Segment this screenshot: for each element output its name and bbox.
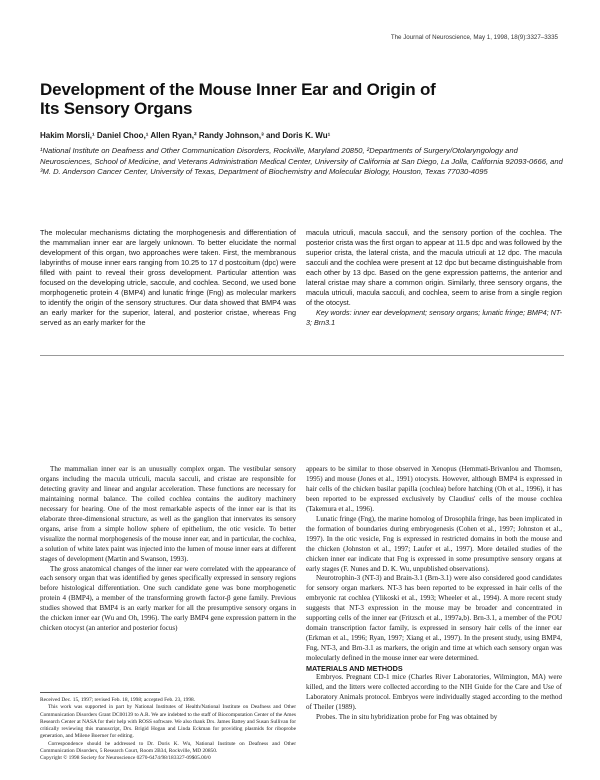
- abstract-paragraph-1: The molecular mechanisms dictating the morphogenesis and differentiation of the mammalian inner ear are largely unknown. To better elucidate the normal development of this organ, two approaches were taken. First, the membranous labyrinths of mouse inner ears ranging from 10.25 to 17 d postcoitum (dpc) were filled with paint to reveal their gross development. Particular attention was focused on the developing utricle, saccule, and cochlea. Second, we used bone morphogenetic protein 4 (BMP4) and lunatic fringe (Fng) as molecular markers to identify the origin of the sensory structures. Our data showed that BMP4 was an early marker for the superior, lateral, and posterior cristae, whereas Fng served as an early marker for the: [40, 228, 296, 328]
- author-list: Hakim Morsli,¹ Daniel Choo,¹ Allen Ryan,² Randy Johnson,³ and Doris K. Wu¹: [40, 131, 331, 140]
- intro-paragraph-1: The mammalian inner ear is an unusually complex organ. The vestibular sensory organs including the macula utriculi, macula sacculi, and cristae are responsible for detecting gravity and linear and angular acceleration. These functions are necessary for maintaining normal balance. The coiled cochlea contains the auditory machinery necessary for hearing. One of the most remarkable aspects of the inner ear is that its elaborate three-dimensional structure, as well as the ganglion that innervates its sensory organs, arise from a simple hollow sphere of epithelium, the otic vesicle. To better visualize the normal morphogenesis of the mouse inner ear, and in particular, the cochlea, a solution of white latex paint was injected into the lumen of mouse inner ears at different stages of development (Martin and Swanson, 1993).: [40, 465, 296, 563]
- intro-paragraph-3: appears to be similar to those observed in Xenopus (Hemmati-Brivanlou and Thomsen, 1995) and mouse (Jones et al., 1991) otocysts. However, although BMP4 is expressed in hair cells of the chicken basilar papilla (cochlea) before hatching (Oh et al., 1996), it has been reported to be expressed exclusively by Claudius' cells of the mouse cochlea (Takemura et al., 1996).: [306, 465, 562, 513]
- methods-paragraph-1: Embryos. Pregnant CD-1 mice (Charles River Laboratories, Wilmington, MA) were killed, and the litters were collected according to the NIH Guide for the Care and Use of Laboratory Animals protocol. Embryos were individually staged according to the method of Theiler (1989).: [306, 673, 562, 711]
- keywords-text: inner ear development; sensory organs; lunatic fringe; BMP4; NT-3; Brn3.1: [306, 308, 562, 328]
- methods-paragraph-2: Probes. The in situ hybridization probe for Fng was obtained by: [316, 712, 498, 721]
- abstract-divider: [40, 355, 564, 356]
- intro-paragraph-4: Lunatic fringe (Fng), the marine homolog of Drosophila fringe, has been implicated in the formation of boundaries during embryogenesis (Cohen et al., 1997; Johnston et al., 1997). In the otic vesicle, Fng is expressed in restricted domains in both the mouse and the chicken (Johnston et al., 1997; Laufer et al., 1997). More detailed studies of the chicken inner ear indicate that Fng is expressed in some presumptive sensory organs at early stages (F. Nunes and D. K. Wu, unpublished observations).: [306, 514, 562, 573]
- body-right-column: [306, 465, 562, 723]
- footnote-divider: [40, 692, 160, 693]
- abstract-paragraph-2: macula utriculi, macula sacculi, and the sensory portion of the cochlea. The posterior crista was the first organ to appear at 11.5 dpc and was followed by the superior crista, the lateral crista, and the macula utriculi at 12 dpc. The macula sacculi and the cochlea were present at 12 dpc but became distinguishable from each other by 13 dpc. Based on the gene expression patterns, the anterior and lateral cristae may share a common origin. Similarly, three sensory organs, the macula utriculi, macula sacculi, and cochlea, seem to arise from a single region of the otocyst.: [306, 228, 562, 308]
- footnote-support: This work was supported in part by National Institutes of Health/National Institute on Deafness and Other Communication Disorders Grant DC00139 to A.R. We are indebted to the staff of Biocomputation Center of the Ames Research Center at NASA for their help with ROSS software. We also thank Drs. James Battey and Susan Sullivan for critically reviewing this manuscript, Drs. Brigid Hogan and Linda Eckman for providing plasmids for riboprobe generation, and Milene Boerner for editing.: [40, 704, 296, 740]
- footnote-correspondence: Correspondence should be addressed to Dr. Doris K. Wu, National Institute on Deafness and Other Communication Disorders, 5 Research Court, Room 2B34, Rockville, MD 20850.: [40, 740, 296, 755]
- title-line-1: Development of the Mouse Inner Ear and Origin of: [40, 80, 436, 99]
- keywords-label: Key words:: [316, 308, 352, 318]
- abstract-right-column: [306, 228, 562, 328]
- footnote-copyright: Copyright © 1998 Society for Neuroscience 0270-6474/98/183327-09$05.00/0: [40, 755, 211, 762]
- article-title: [40, 80, 440, 118]
- body-left-column: [40, 465, 296, 634]
- keywords: [306, 308, 562, 328]
- methods-heading: MATERIALS AND METHODS: [306, 664, 403, 674]
- intro-paragraph-2: The gross anatomical changes of the inner ear were correlated with the appearance of each sensory organ that was identified by genes specifically expressed in sensory regions before histological differentiation. One such candidate gene was bone morphogenetic protein 4 (BMP4), a member of the transforming growth factor-β gene family. Previous studies showed that BMP4 is an early marker for all the presumptive sensory organs in the chicken inner ear (Wu and Oh, 1996). The early BMP4 gene expression pattern in the chicken otocyst (an anterior and posterior focus): [40, 564, 296, 633]
- intro-paragraph-5: Neurotrophin-3 (NT-3) and Brain-3.1 (Brn-3.1) were also considered good candidates for sensory organ markers. NT-3 has been reported to be expressed in hair cells of the embryonic rat cochlea (Ylikoski et al., 1993; Wheeler et al., 1994). A more recent study suggests that NT-3 expression in the mouse may be broader and concentrated in supporting cells of the inner ear (Fritzsch et al., 1997a,b). Brn-3.1, a member of the POU domain transcription factor family, is expressed in sensory hair cells of the inner ear (Erkman et al., 1996; Ryan, 1997; Xiang et al., 1997). In the present study, using BMP4, Fng, NT-3, and Brn-3.1 as markers, the origin and time at which each sensory organ was molecularly defined in the mouse inner ear were determined.: [306, 574, 562, 663]
- running-head: The Journal of Neuroscience, May 1, 1998, 18(9):3327–3335: [390, 34, 558, 41]
- title-line-2: Its Sensory Organs: [40, 99, 193, 118]
- footnotes: [40, 697, 296, 763]
- footnote-received: Received Dec. 15, 1997; revised Feb. 18, 1998; accepted Feb. 23, 1998.: [40, 697, 196, 703]
- affiliations: ¹National Institute on Deafness and Other Communication Disorders, Rockville, Maryland 20850, ²Departments of Surgery/Otolaryngology and Neurosciences, School of Medicine, and Veterans Administration Medical Center, University of California at San Diego, La Jolla, California 92093-0666, and ³M. D. Anderson Cancer Center, University of Texas, Department of Biochemistry and Molecular Biology, Houston, Texas 77030-4095: [40, 146, 563, 177]
- abstract-left-column: [40, 228, 296, 328]
